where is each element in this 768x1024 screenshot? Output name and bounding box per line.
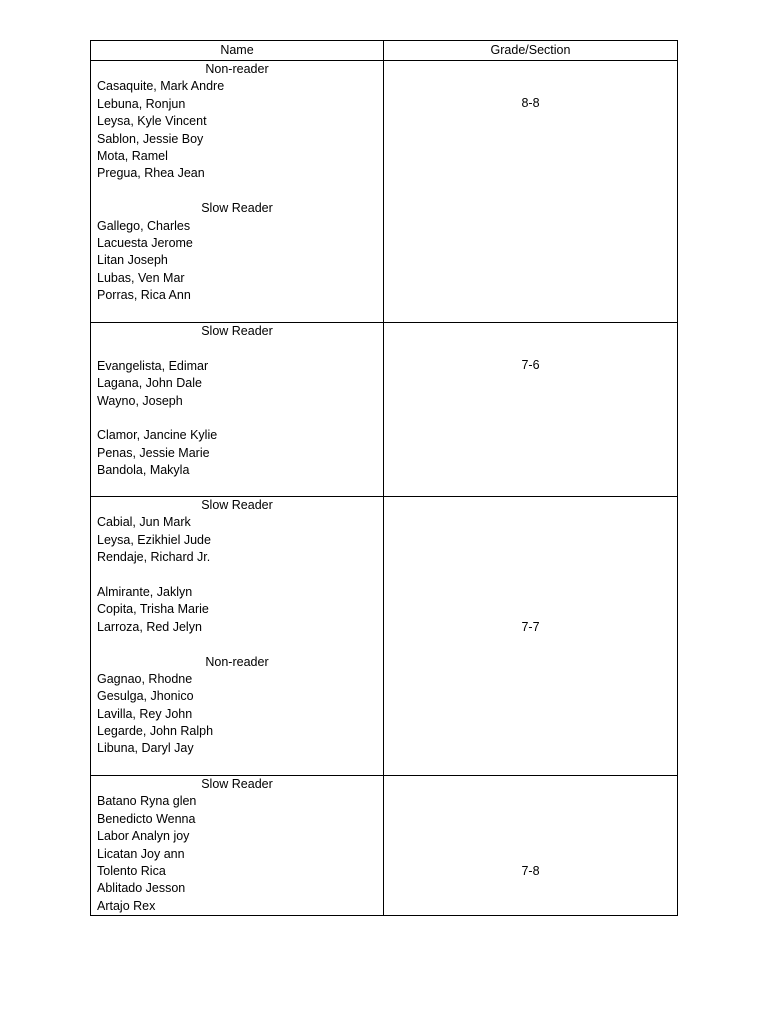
names-cell [91,776,384,915]
student-name: Artajo Rex [97,898,156,913]
student-name: Larroza, Red Jelyn [97,619,202,634]
student-name: Evangelista, Edimar [97,358,209,373]
student-name: Lubas, Ven Mar [97,270,185,285]
grade-cell [384,776,677,915]
student-name: Batano Ryna glen [97,794,197,809]
student-name: Wayno, Joseph [97,393,183,408]
category-label: Slow Reader [201,201,273,216]
grade-section-value: 7-6 [521,358,540,372]
student-name: Lagana, John Dale [97,376,202,391]
student-name: Leysa, Ezikhiel Jude [97,532,211,547]
category-label: Slow Reader [201,324,273,338]
table-row [91,775,677,915]
category-label: Slow Reader [201,498,273,512]
student-name: Ablitado Jesson [97,881,186,896]
student-name: Lacuesta Jerome [97,235,193,250]
student-name: Penas, Jessie Marie [97,445,210,460]
table-row [91,322,677,496]
table-header-row [91,41,677,60]
grade-cell [384,497,677,775]
grade-cell [384,61,677,322]
student-name: Casaquite, Mark Andre [97,79,225,94]
table-row [91,496,677,775]
category-label: Non-reader [205,654,269,669]
grade-cell [384,323,677,496]
names-cell [91,61,384,322]
student-name: Pregua, Rhea Jean [97,166,205,181]
student-name: Benedicto Wenna [97,811,196,826]
student-name: Cabial, Jun Mark [97,515,191,530]
student-name: Lavilla, Rey John [97,706,193,721]
student-name: Libuna, Daryl Jay [97,741,194,756]
grade-section-value: 7-8 [521,864,540,878]
student-name: Porras, Rica Ann [97,288,191,303]
category-label: Slow Reader [201,777,273,791]
student-name: Gallego, Charles [97,218,191,233]
names-cell [91,497,384,775]
grade-section-value: 8-8 [521,96,540,110]
student-name: Clamor, Jancine Kylie [97,428,218,443]
student-name: Leysa, Kyle Vincent [97,114,207,129]
student-name: Sablon, Jessie Boy [97,131,204,146]
category-label: Non-reader [205,62,269,76]
student-name: Almirante, Jaklyn [97,584,193,599]
student-name: Copita, Trisha Marie [97,602,209,617]
student-name: Rendaje, Richard Jr. [97,550,211,565]
student-name: Tolento Rica [97,863,166,878]
student-name: Gagnao, Rhodne [97,671,193,686]
header-grade-section: Grade/Section [490,43,571,57]
student-name: Legarde, John Ralph [97,724,214,739]
students-table [90,40,678,916]
header-name: Name [91,41,384,60]
student-name: Mota, Ramel [97,148,168,163]
grade-section-value: 7-7 [521,620,540,634]
student-name: Bandola, Makyla [97,463,190,478]
student-name: Litan Joseph [97,253,168,268]
student-name: Labor Analyn joy [97,829,190,844]
student-name: Gesulga, Jhonico [97,689,194,704]
names-cell [91,323,384,496]
table-row [91,60,677,322]
student-name: Licatan Joy ann [97,846,185,861]
student-name: Lebuna, Ronjun [97,96,186,111]
